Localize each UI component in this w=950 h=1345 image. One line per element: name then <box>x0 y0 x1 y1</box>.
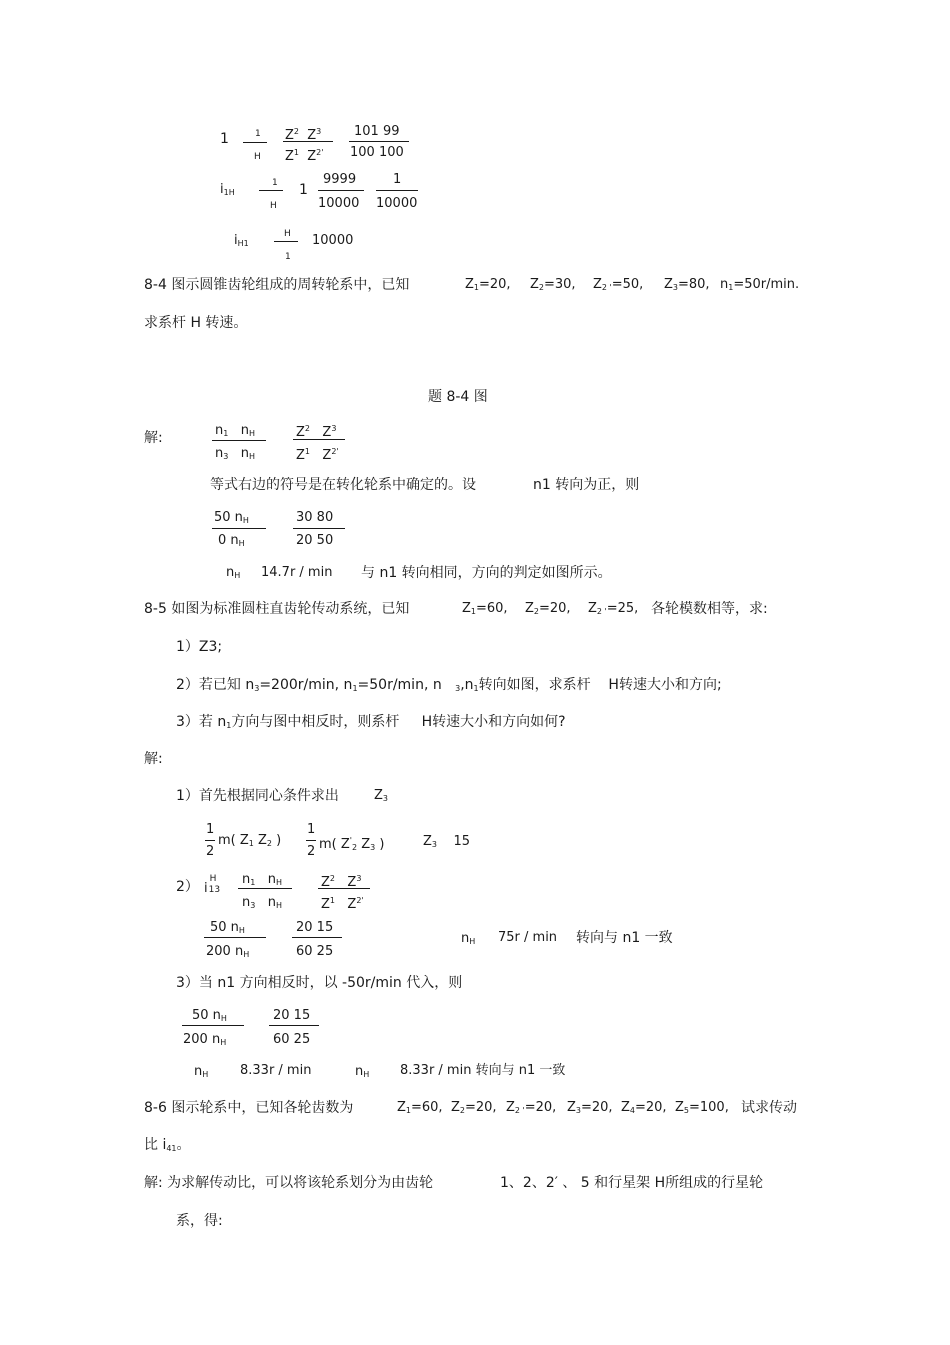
eq-frac-den: 10000 <box>376 196 418 211</box>
given-z1: $Z_1=60$, <box>462 601 508 616</box>
result-nh: $n_H$ <box>226 565 241 580</box>
solution-text: 解: 为求解传动比，可以将该轮系划分为由齿轮 <box>144 1175 434 1191</box>
solution-note: 等式右边的符号是在转化轮系中确定的。设 <box>210 477 476 493</box>
result-text: 8.33r / min 转向与 n1 一致 <box>400 1063 566 1078</box>
eq-frac-den: 60 25 <box>273 1032 311 1047</box>
eq-frac-num: 1 <box>272 178 278 188</box>
eq-frac-den: 200 $n_H$ <box>206 944 250 959</box>
given-z5: $Z_5=100$, <box>675 1100 729 1115</box>
fraction-bar <box>349 141 409 142</box>
fraction-bar <box>212 528 266 529</box>
fraction-bar <box>274 241 298 242</box>
fraction-bar <box>238 888 292 889</box>
given-z3: $Z_3=80$, <box>664 277 710 292</box>
eq-frac-den: 0 $n_H$ <box>218 533 245 548</box>
result-nh: $n_H$ <box>355 1064 370 1079</box>
given-z2: $Z_2=20$, <box>525 601 571 616</box>
solution-label: 解: <box>144 751 163 767</box>
eq-frac-den: 2 <box>307 844 316 859</box>
problem-8-5-text: 8-5 如图为标准圆柱直齿轮传动系统，已知 <box>144 601 410 617</box>
eq-frac-num: $Z^2$ $Z^3$ <box>285 127 322 143</box>
problem-8-6-text: 试求传动 <box>741 1100 797 1116</box>
given-z3: $Z_3=20$, <box>567 1100 613 1115</box>
ratio-i13h: i H 13 <box>204 874 221 896</box>
fraction-bar <box>205 840 215 841</box>
given-z4: $Z_4=20$, <box>621 1100 667 1115</box>
eq-frac-den: H <box>270 201 277 211</box>
fraction-bar <box>318 190 364 191</box>
eq-frac-den: 60 25 <box>296 944 334 959</box>
eq-value: 10000 <box>312 233 354 248</box>
eq-frac-den: $n_3$ $n_H$ <box>242 895 283 910</box>
eq-frac-num: 1 <box>307 822 316 837</box>
solution-text: 1、2、2′ 、 5 和行星架 H所组成的行星轮 <box>500 1175 764 1191</box>
eq-frac-num: 1 <box>255 129 261 139</box>
eq-frac-den: $Z^1$ $Z^{2'}$ <box>321 896 364 912</box>
eq-frac-num: $Z^2$ $Z^3$ <box>296 424 337 440</box>
question-3: 3）若 $n_1$方向与图中相反时，则系杆 H转速大小和方向如何? <box>176 714 566 730</box>
eq-frac-den: $n_3$ $n_H$ <box>215 446 256 461</box>
eq-frac-den: $Z^1$ $Z^{2'}$ <box>296 447 339 463</box>
question-1: 1）Z3; <box>176 639 223 655</box>
fraction-bar <box>283 141 333 142</box>
fraction-bar <box>259 190 283 191</box>
fraction-bar <box>269 1025 319 1026</box>
solution-step-2: 2） <box>176 879 199 895</box>
eq-term: m( $Z'_2$ $Z_3$ ) <box>319 836 385 852</box>
result-value: 75r / min <box>498 930 558 945</box>
given-z2: $Z_2=20$, <box>451 1100 497 1115</box>
eq-one: 1 <box>299 182 308 198</box>
solution-z3: $Z_3$ <box>374 788 388 803</box>
eq-frac-den: 100 100 <box>350 145 404 160</box>
result-value: 8.33r / min <box>240 1063 312 1078</box>
solution-label: 解: <box>144 430 163 446</box>
given-z2-prime: $Z_{2 '}=20$, <box>506 1100 557 1115</box>
fraction-bar <box>293 528 345 529</box>
solution-step-1: 1）首先根据同心条件求出 <box>176 788 339 804</box>
fraction-bar <box>292 937 342 938</box>
fraction-bar <box>318 888 370 889</box>
fraction-bar <box>204 937 266 938</box>
eq-frac-den: 2 <box>206 844 215 859</box>
eq-frac-den: 1 <box>285 252 291 262</box>
fraction-bar <box>182 1025 244 1026</box>
eq-frac-num: 9999 <box>323 172 357 187</box>
given-z1: $Z_1=60$, <box>397 1100 443 1115</box>
eq-frac-num: 1 <box>393 172 402 187</box>
eq-one: 1 <box>220 131 229 147</box>
solution-text: 系，得: <box>176 1213 223 1229</box>
fraction-bar <box>212 440 266 441</box>
given-z2-prime: $Z_{2 '}=25$, <box>588 601 639 616</box>
fraction-bar <box>243 142 267 143</box>
result-nh: $n_H$ <box>461 931 476 946</box>
result-nh: $n_H$ <box>194 1064 209 1079</box>
figure-caption: 题 8-4 图 <box>428 389 488 405</box>
eq-frac-den: 20 50 <box>296 533 334 548</box>
fraction-bar <box>293 439 345 440</box>
eq-frac-den: H <box>254 152 261 162</box>
solution-note: n1 转向为正，则 <box>533 477 640 493</box>
eq-frac-num: 101 99 <box>354 124 400 139</box>
given-z2: $Z_2=30$, <box>530 277 576 292</box>
eq-frac-num: H <box>284 229 291 239</box>
eq-frac-num: $n_1$ $n_H$ <box>242 872 283 887</box>
eq-frac-den: 200 $n_H$ <box>183 1032 227 1047</box>
eq-term: m( $Z_1$ $Z_2$ ) <box>218 833 282 848</box>
eq-frac-den: 10000 <box>318 196 360 211</box>
eq-result: $Z_3$ 15 <box>423 834 471 849</box>
problem-8-5-text: 各轮模数相等，求: <box>651 601 768 617</box>
eq-frac-num: $n_1$ $n_H$ <box>215 423 256 438</box>
eq-lhs: $i_{H1}$ <box>234 233 249 248</box>
eq-frac-num: 50 $n_H$ <box>214 510 249 525</box>
eq-frac-num: 20 15 <box>273 1008 311 1023</box>
question-2: 2）若已知 $n_3=200r/\min$, $n_1=50r/\min$, n $_3,n_1$转向如图，求系杆 H转速大小和方向; <box>176 677 722 693</box>
given-z1: $Z_1=20$, <box>465 277 511 292</box>
fraction-bar <box>306 840 316 841</box>
eq-frac-den: $Z^1$ $Z^{2'}$ <box>285 148 324 164</box>
problem-8-4-text: 求系杆 H 转速。 <box>144 315 248 331</box>
result-text: 与 n1 转向相同，方向的判定如图所示。 <box>361 565 612 581</box>
solution-step-3: 3）当 n1 方向相反时，以 -50r/min 代入，则 <box>176 975 463 991</box>
given-z2-prime: $Z_{2 '}=50$, <box>593 277 644 292</box>
problem-8-6-text: 8-6 图示轮系中，已知各轮齿数为 <box>144 1100 354 1116</box>
result-value: 14.7r / min <box>261 565 333 580</box>
result-text: 转向与 n1 一致 <box>576 930 673 946</box>
eq-frac-num: 30 80 <box>296 510 334 525</box>
eq-frac-num: 50 $n_H$ <box>210 920 245 935</box>
eq-frac-num: 50 $n_H$ <box>192 1008 227 1023</box>
eq-frac-num: $Z^2$ $Z^3$ <box>321 874 362 890</box>
eq-frac-num: 1 <box>206 822 215 837</box>
fraction-bar <box>376 190 418 191</box>
eq-lhs: $i_{1H}$ <box>220 182 235 197</box>
eq-frac-num: 20 15 <box>296 920 334 935</box>
given-n1: $n_1=50r/\min$. <box>720 277 800 292</box>
problem-8-4-text: 8-4 图示圆锥齿轮组成的周转轮系中，已知 <box>144 277 410 293</box>
problem-8-6-text: 比 $i_{41}$。 <box>144 1137 191 1153</box>
